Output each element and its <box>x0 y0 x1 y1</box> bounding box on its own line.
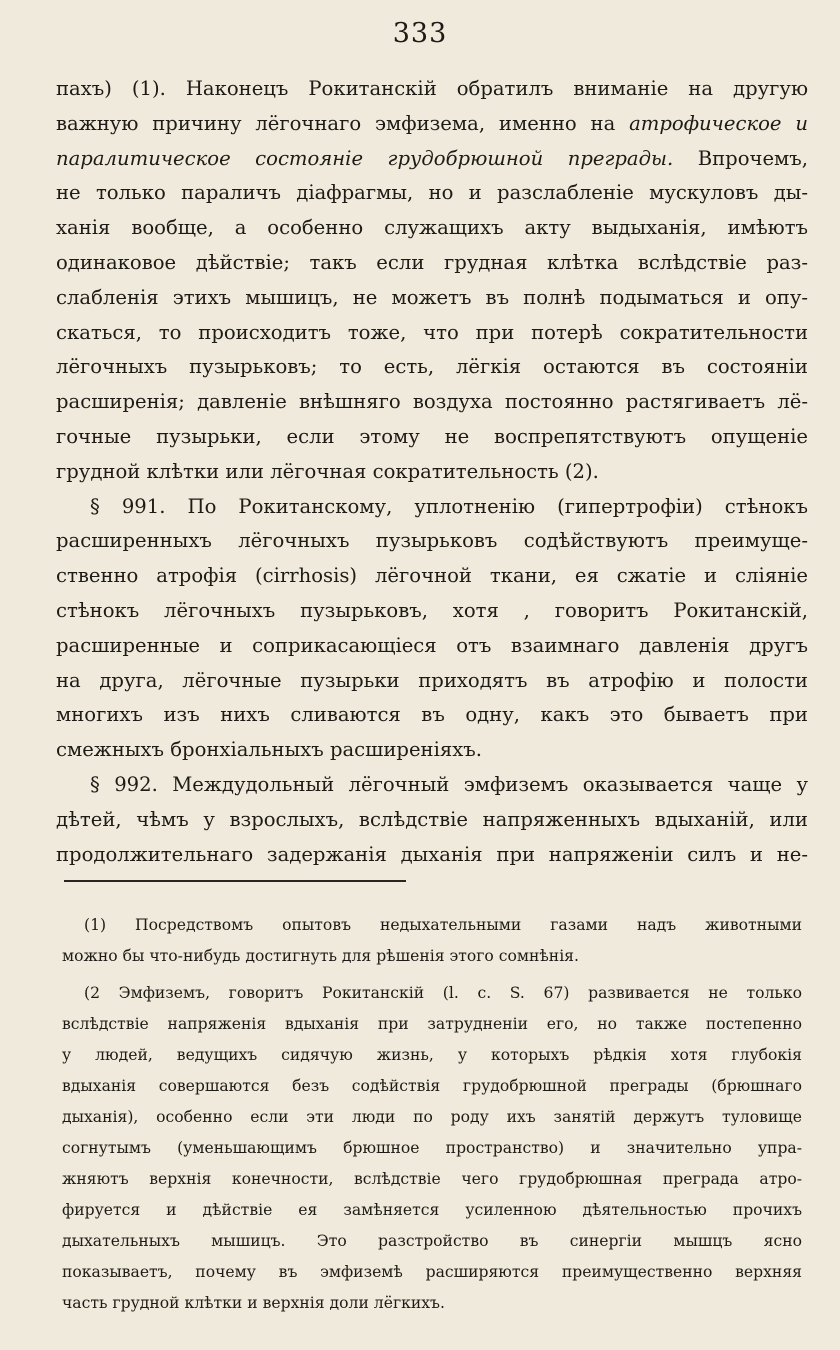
text-line: ханія вообще, а особенно служащихъ акту выдыханія, имѣютъ <box>56 216 808 240</box>
footnote-line: часть грудной клѣтки и верхнія доли лёгкихъ. <box>62 1294 445 1312</box>
text-line-italic: паралитическое состояніе грудобрюшной преграды. Впрочемъ, <box>56 146 808 170</box>
text-line: грудной клѣтки или лёгочная сократительность (2). <box>56 459 599 483</box>
footnotes <box>62 910 802 1319</box>
footnote-line: жняютъ верхнія конечности, вслѣдствіе чего грудобрюшная преграда атро- <box>62 1170 802 1188</box>
page-number: 333 <box>392 18 448 49</box>
text-line: гочные пузырьки, если этому не воспрепятствуютъ опущеніе <box>56 424 808 448</box>
main-text <box>56 72 808 872</box>
text-line: лёгочныхъ пузырьковъ; то есть, лёгкія остаются въ состояніи <box>56 355 808 379</box>
text-line: не только параличъ діафрагмы, но и разслабленіе мускуловъ ды- <box>56 181 808 205</box>
text-line: расширенные и соприкасающіеся отъ взаимнаго давленія другъ <box>56 633 808 657</box>
text-line: расширенія; давленіе внѣшняго воздуха постоянно растягиваетъ лё- <box>56 390 808 414</box>
text-line: многихъ изъ нихъ сливаются въ одну, какъ это бываетъ при <box>56 703 808 727</box>
footnote-line: согнутымъ (уменьшающимъ брюшное пространство) и значительно упра- <box>62 1139 802 1157</box>
text-line: дѣтей, чѣмъ у взрослыхъ, вслѣдствіе напряженныхъ вдыханій, или <box>56 807 808 831</box>
italic-phrase: паралитическое состояніе грудобрюшной преграды. <box>56 146 674 170</box>
footnote-line: показываетъ, почему въ эмфиземѣ расширяются преимущественно верхняя <box>62 1263 802 1281</box>
text-line: расширенныхъ лёгочныхъ пузырьковъ содѣйствуютъ преимуще- <box>56 529 808 553</box>
footnote-line: дыханія), особенно если эти люди по роду ихъ занятій держутъ туловище <box>62 1108 802 1126</box>
footnote-separator <box>64 880 406 882</box>
section-991-heading-line: § 991. По Рокитанскому, уплотненію (гипертрофіи) стѣнокъ <box>90 494 808 518</box>
text-line: пахъ) (1). Наконецъ Рокитанскій обратилъ вниманіе на другую <box>56 77 808 100</box>
footnote-2 <box>62 978 802 1319</box>
text-line-italic: важную причину лёгочнаго эмфизема, именно на атрофическое и <box>56 111 808 135</box>
text-line: одинаковое дѣйствіе; такъ если грудная клѣтка вслѣдствіе раз- <box>56 250 808 274</box>
text-line: слабленія этихъ мышицъ, не можетъ въ полнѣ подыматься и опу- <box>56 285 808 309</box>
footnote-line: вдыханія совершаются безъ содѣйствія грудобрюшной преграды (брюшнаго <box>62 1077 802 1095</box>
text-line: стѣнокъ лёгочныхъ пузырьковъ, хотя , говоритъ Рокитанскій, <box>56 598 808 622</box>
footnote-line: вслѣдствіе напряженія вдыханія при затрудненіи его, но также постепенно <box>62 1015 802 1033</box>
text-line: ственно атрофія (cirrhosis) лёгочной ткани, ея сжатіе и сліяніе <box>56 564 808 588</box>
text-line: на друга, лёгочные пузырьки приходятъ въ атрофію и полости <box>56 668 808 692</box>
text-line: продолжительнаго задержанія дыханія при напряженіи силъ и не- <box>56 842 808 866</box>
section-992-heading-line: § 992. Междудольный лёгочный эмфиземъ оказывается чаще у <box>90 772 808 796</box>
italic-phrase: атрофическое и <box>629 111 808 135</box>
footnote-1 <box>62 910 802 972</box>
footnote-line: (1) Посредствомъ опытовъ недыхательными газами надъ животными <box>84 916 802 934</box>
footnote-line: фируется и дѣйствіе ея замѣняется усиленною дѣятельностью прочихъ <box>62 1201 802 1219</box>
text-line: смежныхъ бронхіальныхъ расширеніяхъ. <box>56 738 482 762</box>
footnote-line: дыхательныхъ мышицъ. Это разстройство въ синергіи мышцъ ясно <box>62 1232 802 1250</box>
text-line: скаться, то происходитъ тоже, что при потерѣ сократительности <box>56 320 808 344</box>
footnote-line: можно бы что-нибудь достигнуть для рѣшенія этого сомнѣнія. <box>62 947 579 965</box>
footnote-line: у людей, ведущихъ сидячую жизнь, у которыхъ рѣдкія хотя глубокія <box>62 1046 802 1064</box>
footnote-line: (2 Эмфиземъ, говоритъ Рокитанскій (l. c. S. 67) развивается не только <box>84 984 802 1002</box>
